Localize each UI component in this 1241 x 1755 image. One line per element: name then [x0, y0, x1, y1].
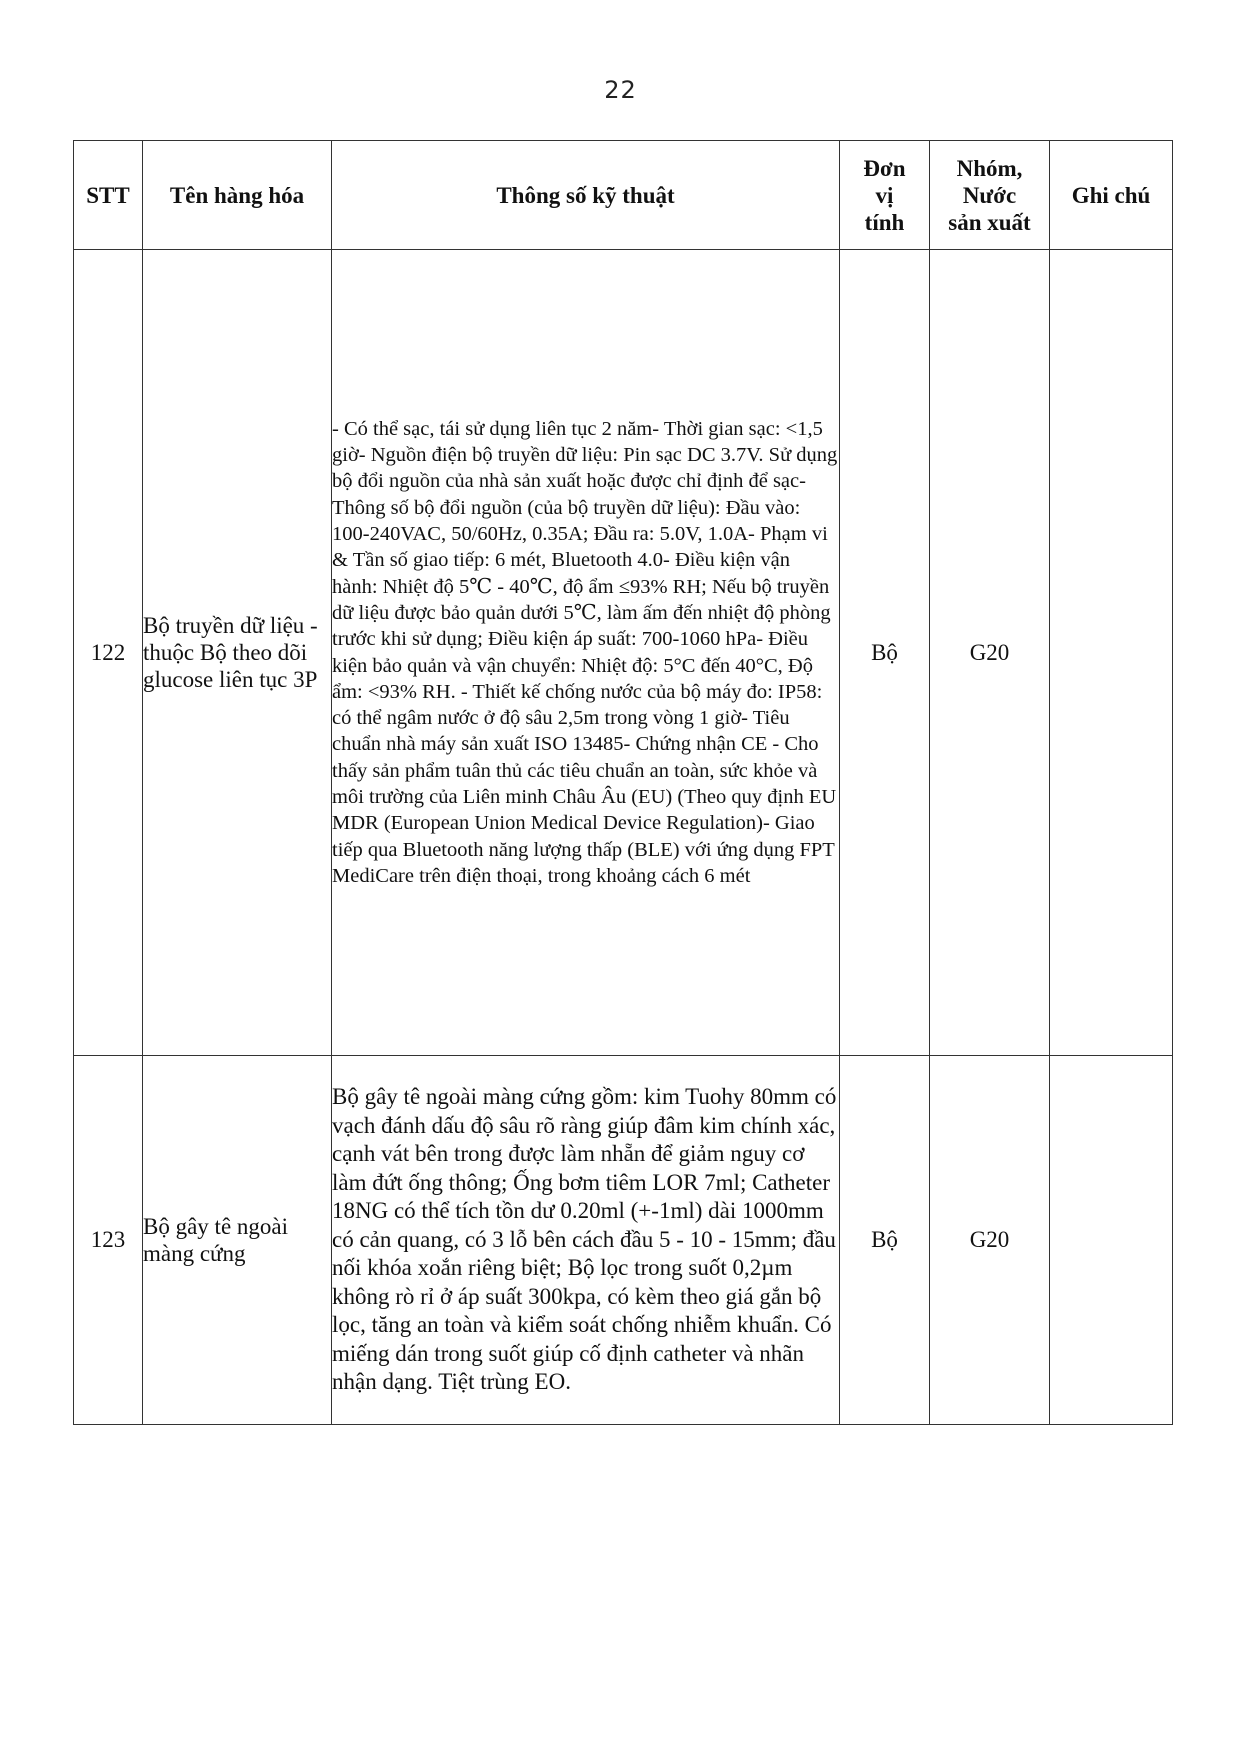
cell-stt: 122: [74, 250, 143, 1056]
cell-spec: [332, 250, 840, 1056]
cell-note: [1050, 250, 1173, 1056]
goods-table: [73, 140, 1173, 1425]
header-unit-line: vị: [875, 182, 894, 208]
header-spec: Thông số kỹ thuật: [332, 141, 840, 250]
cell-spec: [332, 1056, 840, 1425]
cell-unit: Bộ: [840, 1056, 930, 1425]
page-number: 22: [604, 76, 637, 104]
header-unit-line: Đơn: [863, 155, 906, 181]
table-row: [74, 250, 1173, 1056]
header-group-line: Nhóm,: [956, 155, 1023, 181]
header-group-line: sản xuất: [948, 209, 1031, 235]
header-group: [930, 141, 1050, 250]
header-group-line: Nước: [962, 182, 1017, 208]
header-unit-line: tính: [864, 209, 905, 235]
cell-group: G20: [930, 250, 1050, 1056]
cell-note: [1050, 1056, 1173, 1425]
header-stt: STT: [74, 141, 143, 250]
cell-stt: 123: [74, 1056, 143, 1425]
cell-name: Bộ truyền dữ liệu - thuộc Bộ theo dõi glucose liên tục 3P: [143, 250, 332, 1056]
cell-group: G20: [930, 1056, 1050, 1425]
table-header-row: [74, 141, 1173, 250]
spec-text: Bộ gây tê ngoài màng cứng gồm: kim Tuohy 80mm có vạch đánh dấu độ sâu rõ ràng giúp đâm kim chính xác, cạnh vát bên trong được làm nhẵn để giảm nguy cơ làm đứt ống thông; Ống bơm tiêm LOR 7ml; Catheter 18NG có thể tích tồn dư 0.20ml (+-1ml) dài 1000mm có cản quang, có 3 lỗ bên cách đầu 5 - 10 - 15mm; đầu nối khóa xoắn riêng biệt; Bộ lọc trong suốt 0,2µm không rò rỉ ở áp suất 300kpa, có kèm theo giá gắn bộ lọc, tăng an toàn và kiểm soát chống nhiễm khuẩn. Có miếng dán trong suốt giúp cố định catheter và nhãn nhận dạng. Tiệt trùng EO.: [332, 1084, 837, 1395]
header-name: Tên hàng hóa: [143, 141, 332, 250]
spec-text: - Có thể sạc, tái sử dụng liên tục 2 năm- Thời gian sạc: <1,5 giờ- Nguồn điện bộ truyền dữ liệu: Pin sạc DC 3.7V. Sử dụng bộ đổi nguồn của nhà sản xuất hoặc được chỉ định để sạc- Thông số bộ đổi nguồn (của bộ truyền dữ liệu): Đầu vào: 100-240VAC, 50/60Hz, 0.35A; Đầu ra: 5.0V, 1.0A- Phạm vi & Tần số giao tiếp: 6 mét, Bluetooth 4.0- Điều kiện vận hành: Nhiệt độ 5℃ - 40℃, độ ẩm ≤93% RH; Nếu bộ truyền dữ liệu được bảo quản dưới 5℃, làm ấm đến nhiệt độ phòng trước khi sử dụng; Điều kiện áp suất: 700-1060 hPa- Điều kiện bảo quản và vận chuyển: Nhiệt độ: 5°C đến 40°C, Độ ẩm: <93% RH. - Thiết kế chống nước của bộ máy đo: IP58: có thể ngâm nước ở độ sâu 2,5m trong vòng 1 giờ- Tiêu chuẩn nhà máy sản xuất ISO 13485- Chứng nhận CE - Cho thấy sản phẩm tuân thủ các tiêu chuẩn an toàn, sức khỏe và môi trường của Liên minh Châu Âu (EU) (Theo quy định EU MDR (European Union Medical Device Regulation)- Giao tiếp qua Bluetooth năng lượng thấp (BLE) với ứng dụng FPT MediCare trên điện thoại, trong khoảng cách 6 mét: [332, 417, 838, 887]
table-row: [74, 1056, 1173, 1425]
header-unit: [840, 141, 930, 250]
cell-name: Bộ gây tê ngoài màng cứng: [143, 1056, 332, 1425]
cell-unit: Bộ: [840, 250, 930, 1056]
header-note: Ghi chú: [1050, 141, 1173, 250]
